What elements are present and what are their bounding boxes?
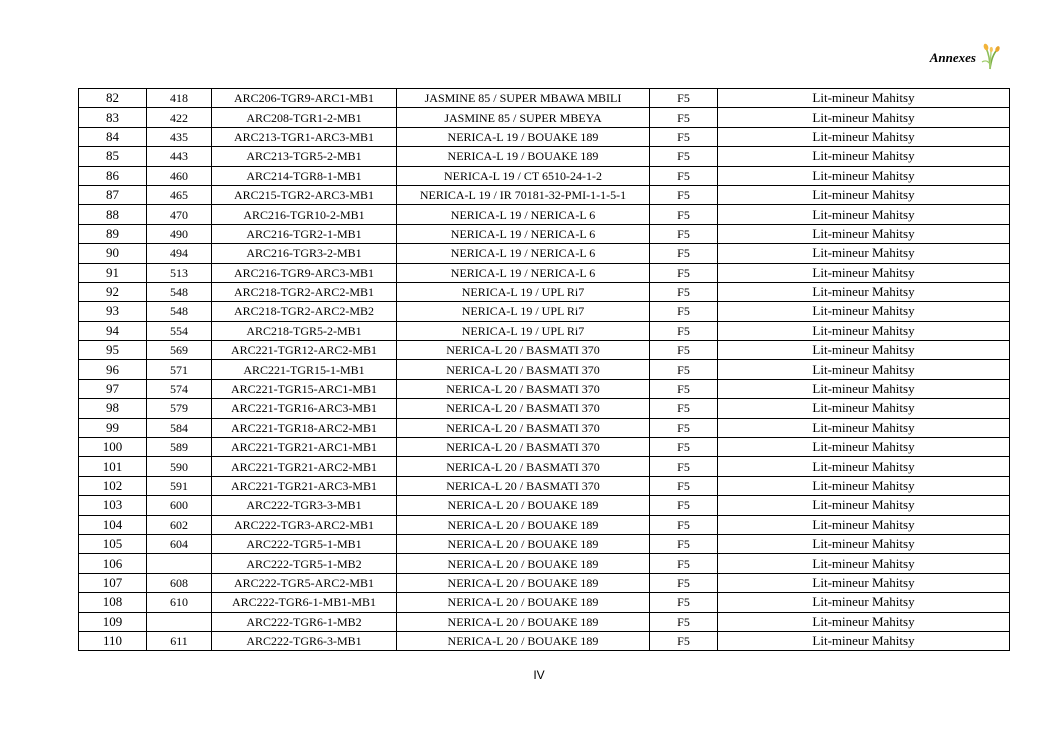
row-number-cell: 108 [79,593,147,612]
cross-cell: NERICA-L 20 / BOUAKE 189 [397,515,650,534]
row-number-cell: 83 [79,108,147,127]
cross-cell: NERICA-L 19 / NERICA-L 6 [397,263,650,282]
site-cell: Lit-mineur Mahitsy [718,263,1010,282]
cross-cell: NERICA-L 19 / NERICA-L 6 [397,244,650,263]
generation-cell: F5 [650,108,718,127]
line-name-cell: ARC221-TGR21-ARC3-MB1 [212,476,397,495]
line-name-cell: ARC222-TGR3-3-MB1 [212,496,397,515]
generation-cell: F5 [650,89,718,108]
row-number-cell: 95 [79,341,147,360]
table-row [79,612,1010,631]
site-cell: Lit-mineur Mahitsy [718,612,1010,631]
code-cell: 470 [147,205,212,224]
page-header [930,42,1001,70]
generation-cell: F5 [650,379,718,398]
table-row [79,89,1010,108]
table-row [79,147,1010,166]
code-cell: 574 [147,379,212,398]
table-row [79,573,1010,592]
code-cell: 610 [147,593,212,612]
line-name-cell: ARC221-TGR15-1-MB1 [212,360,397,379]
code-cell: 554 [147,321,212,340]
table-row [79,321,1010,340]
site-cell: Lit-mineur Mahitsy [718,457,1010,476]
generation-cell: F5 [650,224,718,243]
row-number-cell: 103 [79,496,147,515]
line-name-cell: ARC222-TGR5-1-MB2 [212,554,397,573]
site-cell: Lit-mineur Mahitsy [718,108,1010,127]
code-cell: 494 [147,244,212,263]
site-cell: Lit-mineur Mahitsy [718,185,1010,204]
cross-cell: JASMINE 85 / SUPER MBEYA [397,108,650,127]
cross-cell: NERICA-L 20 / BASMATI 370 [397,418,650,437]
line-name-cell: ARC213-TGR5-2-MB1 [212,147,397,166]
line-name-cell: ARC216-TGR9-ARC3-MB1 [212,263,397,282]
row-number-cell: 97 [79,379,147,398]
line-name-cell: ARC206-TGR9-ARC1-MB1 [212,89,397,108]
cross-cell: NERICA-L 20 / BOUAKE 189 [397,612,650,631]
cross-cell: NERICA-L 19 / NERICA-L 6 [397,205,650,224]
row-number-cell: 100 [79,438,147,457]
code-cell: 513 [147,263,212,282]
generation-cell: F5 [650,593,718,612]
cross-cell: NERICA-L 20 / BASMATI 370 [397,379,650,398]
line-name-cell: ARC214-TGR8-1-MB1 [212,166,397,185]
cross-cell: NERICA-L 19 / UPL Ri7 [397,282,650,301]
table-row [79,185,1010,204]
row-number-cell: 109 [79,612,147,631]
site-cell: Lit-mineur Mahitsy [718,166,1010,185]
generation-cell: F5 [650,263,718,282]
generation-cell: F5 [650,166,718,185]
line-name-cell: ARC216-TGR10-2-MB1 [212,205,397,224]
generation-cell: F5 [650,534,718,553]
generation-cell: F5 [650,554,718,573]
row-number-cell: 91 [79,263,147,282]
header-title: Annexes [929,50,976,65]
row-number-cell: 104 [79,515,147,534]
code-cell [147,554,212,573]
cross-cell: NERICA-L 20 / BOUAKE 189 [397,534,650,553]
code-cell: 589 [147,438,212,457]
line-name-cell: ARC221-TGR18-ARC2-MB1 [212,418,397,437]
code-cell: 600 [147,496,212,515]
site-cell: Lit-mineur Mahitsy [718,244,1010,263]
site-cell: Lit-mineur Mahitsy [718,224,1010,243]
generation-cell: F5 [650,573,718,592]
generation-cell: F5 [650,438,718,457]
line-name-cell: ARC216-TGR3-2-MB1 [212,244,397,263]
line-name-cell: ARC221-TGR15-ARC1-MB1 [212,379,397,398]
page-number: IV [533,668,545,682]
site-cell: Lit-mineur Mahitsy [718,515,1010,534]
row-number-cell: 85 [79,147,147,166]
table-row [79,127,1010,146]
row-number-cell: 107 [79,573,147,592]
table-row [79,438,1010,457]
code-cell: 422 [147,108,212,127]
row-number-cell: 92 [79,282,147,301]
code-cell: 590 [147,457,212,476]
code-cell: 490 [147,224,212,243]
generation-cell: F5 [650,127,718,146]
row-number-cell: 84 [79,127,147,146]
table-row [79,631,1010,650]
table-row [79,418,1010,437]
generation-cell: F5 [650,282,718,301]
code-cell: 548 [147,282,212,301]
row-number-cell: 101 [79,457,147,476]
table-row [79,496,1010,515]
cross-cell: NERICA-L 20 / BOUAKE 189 [397,631,650,650]
code-cell: 579 [147,399,212,418]
cross-cell: NERICA-L 19 / UPL Ri7 [397,321,650,340]
row-number-cell: 89 [79,224,147,243]
code-cell: 443 [147,147,212,166]
table-row [79,379,1010,398]
cross-cell: NERICA-L 20 / BASMATI 370 [397,341,650,360]
cross-cell: NERICA-L 20 / BASMATI 370 [397,399,650,418]
generation-cell: F5 [650,457,718,476]
table-row [79,593,1010,612]
site-cell: Lit-mineur Mahitsy [718,573,1010,592]
row-number-cell: 94 [79,321,147,340]
site-cell: Lit-mineur Mahitsy [718,534,1010,553]
cross-cell: JASMINE 85 / SUPER MBAWA MBILI [397,89,650,108]
cross-cell: NERICA-L 20 / BASMATI 370 [397,360,650,379]
site-cell: Lit-mineur Mahitsy [718,282,1010,301]
site-cell: Lit-mineur Mahitsy [718,631,1010,650]
site-cell: Lit-mineur Mahitsy [718,127,1010,146]
line-name-cell: ARC218-TGR2-ARC2-MB2 [212,302,397,321]
table-row [79,302,1010,321]
line-name-cell: ARC222-TGR5-ARC2-MB1 [212,573,397,592]
code-cell [147,612,212,631]
cross-cell: NERICA-L 19 / BOUAKE 189 [397,127,650,146]
generation-cell: F5 [650,205,718,224]
line-name-cell: ARC222-TGR6-3-MB1 [212,631,397,650]
site-cell: Lit-mineur Mahitsy [718,89,1010,108]
table-row [79,457,1010,476]
line-name-cell: ARC221-TGR21-ARC1-MB1 [212,438,397,457]
site-cell: Lit-mineur Mahitsy [718,496,1010,515]
varieties-table [78,88,1010,651]
generation-cell: F5 [650,341,718,360]
table-row [79,244,1010,263]
cross-cell: NERICA-L 20 / BASMATI 370 [397,457,650,476]
site-cell: Lit-mineur Mahitsy [718,593,1010,612]
line-name-cell: ARC222-TGR3-ARC2-MB1 [212,515,397,534]
row-number-cell: 90 [79,244,147,263]
generation-cell: F5 [650,418,718,437]
line-name-cell: ARC222-TGR5-1-MB1 [212,534,397,553]
line-name-cell: ARC221-TGR16-ARC3-MB1 [212,399,397,418]
row-number-cell: 93 [79,302,147,321]
generation-cell: F5 [650,321,718,340]
table-row [79,108,1010,127]
site-cell: Lit-mineur Mahitsy [718,321,1010,340]
table-row [79,399,1010,418]
row-number-cell: 87 [79,185,147,204]
table-row [79,515,1010,534]
line-name-cell: ARC222-TGR6-1-MB1-MB1 [212,593,397,612]
table-row [79,205,1010,224]
code-cell: 460 [147,166,212,185]
table-row [79,476,1010,495]
site-cell: Lit-mineur Mahitsy [718,379,1010,398]
site-cell: Lit-mineur Mahitsy [718,205,1010,224]
generation-cell: F5 [650,399,718,418]
cross-cell: NERICA-L 19 / UPL Ri7 [397,302,650,321]
generation-cell: F5 [650,515,718,534]
generation-cell: F5 [650,476,718,495]
table-row [79,282,1010,301]
table-row [79,534,1010,553]
generation-cell: F5 [650,244,718,263]
generation-cell: F5 [650,185,718,204]
row-number-cell: 105 [79,534,147,553]
site-cell: Lit-mineur Mahitsy [718,147,1010,166]
site-cell: Lit-mineur Mahitsy [718,399,1010,418]
table-row [79,263,1010,282]
generation-cell: F5 [650,496,718,515]
line-name-cell: ARC222-TGR6-1-MB2 [212,612,397,631]
code-cell: 569 [147,341,212,360]
row-number-cell: 88 [79,205,147,224]
code-cell: 608 [147,573,212,592]
table-row [79,166,1010,185]
line-name-cell: ARC218-TGR5-2-MB1 [212,321,397,340]
row-number-cell: 110 [79,631,147,650]
rice-plant-icon [979,42,1001,70]
table-row [79,341,1010,360]
generation-cell: F5 [650,302,718,321]
cross-cell: NERICA-L 20 / BOUAKE 189 [397,593,650,612]
row-number-cell: 96 [79,360,147,379]
row-number-cell: 99 [79,418,147,437]
code-cell: 418 [147,89,212,108]
cross-cell: NERICA-L 20 / BASMATI 370 [397,476,650,495]
site-cell: Lit-mineur Mahitsy [718,438,1010,457]
cross-cell: NERICA-L 20 / BOUAKE 189 [397,496,650,515]
code-cell: 591 [147,476,212,495]
row-number-cell: 82 [79,89,147,108]
line-name-cell: ARC218-TGR2-ARC2-MB1 [212,282,397,301]
site-cell: Lit-mineur Mahitsy [718,476,1010,495]
cross-cell: NERICA-L 19 / CT 6510-24-1-2 [397,166,650,185]
generation-cell: F5 [650,612,718,631]
cross-cell: NERICA-L 19 / IR 70181-32-PMI-1-1-5-1 [397,185,650,204]
line-name-cell: ARC221-TGR21-ARC2-MB1 [212,457,397,476]
table-row [79,554,1010,573]
line-name-cell: ARC208-TGR1-2-MB1 [212,108,397,127]
cross-cell: NERICA-L 19 / NERICA-L 6 [397,224,650,243]
generation-cell: F5 [650,147,718,166]
generation-cell: F5 [650,631,718,650]
table-row [79,360,1010,379]
line-name-cell: ARC213-TGR1-ARC3-MB1 [212,127,397,146]
code-cell: 611 [147,631,212,650]
table-body [79,89,1010,651]
cross-cell: NERICA-L 20 / BOUAKE 189 [397,554,650,573]
line-name-cell: ARC221-TGR12-ARC2-MB1 [212,341,397,360]
cross-cell: NERICA-L 20 / BOUAKE 189 [397,573,650,592]
site-cell: Lit-mineur Mahitsy [718,360,1010,379]
generation-cell: F5 [650,360,718,379]
table-row [79,224,1010,243]
code-cell: 602 [147,515,212,534]
code-cell: 548 [147,302,212,321]
site-cell: Lit-mineur Mahitsy [718,418,1010,437]
line-name-cell: ARC216-TGR2-1-MB1 [212,224,397,243]
row-number-cell: 86 [79,166,147,185]
code-cell: 584 [147,418,212,437]
line-name-cell: ARC215-TGR2-ARC3-MB1 [212,185,397,204]
cross-cell: NERICA-L 20 / BASMATI 370 [397,438,650,457]
code-cell: 435 [147,127,212,146]
site-cell: Lit-mineur Mahitsy [718,341,1010,360]
code-cell: 604 [147,534,212,553]
site-cell: Lit-mineur Mahitsy [718,554,1010,573]
site-cell: Lit-mineur Mahitsy [718,302,1010,321]
row-number-cell: 98 [79,399,147,418]
code-cell: 465 [147,185,212,204]
code-cell: 571 [147,360,212,379]
row-number-cell: 102 [79,476,147,495]
cross-cell: NERICA-L 19 / BOUAKE 189 [397,147,650,166]
row-number-cell: 106 [79,554,147,573]
